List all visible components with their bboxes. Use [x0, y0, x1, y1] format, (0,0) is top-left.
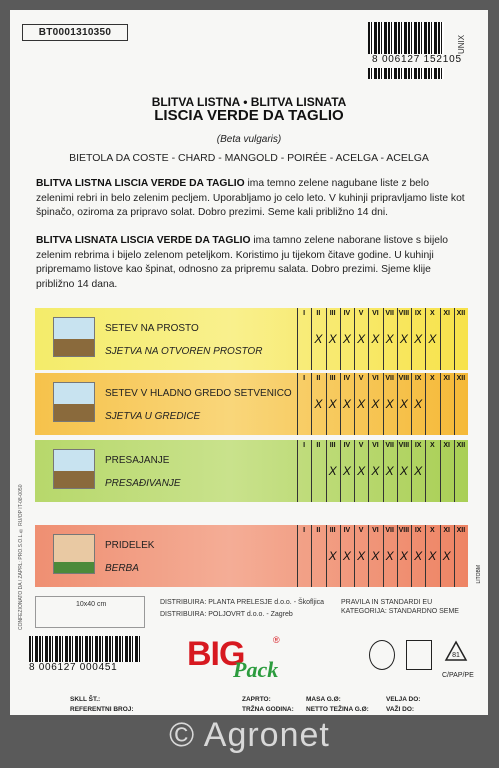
month-label: IV [343, 310, 351, 317]
recycle-icon [444, 640, 468, 670]
month-column [454, 373, 468, 435]
description-slovenian-text: ima temno zelene nagubane liste z belo zelenimi rebri in belo zelenim pecljem. Uporabljamo jo celo leto. V kuhinji pripravljamo liste kot špinačo, oziroma za pripravo solat. Dobro prezimi. Seme kali približno 14 dni. [36, 178, 465, 219]
month-column [440, 440, 454, 502]
month-mark: X [357, 332, 366, 346]
month-column [297, 440, 311, 502]
month-label: X [430, 375, 435, 382]
month-mark: X [414, 332, 423, 346]
month-label: VI [372, 310, 379, 317]
month-grid [297, 440, 468, 502]
month-label: XII [456, 310, 466, 317]
month-label: III [329, 442, 336, 449]
footer-ref: REFERENTNI BROJ: [70, 706, 134, 713]
unix-label: UNIX [457, 34, 466, 54]
month-mark: X [414, 549, 423, 563]
footer-vazi: VAŽI DO: [386, 706, 415, 713]
watermark: © Agronet [169, 716, 330, 754]
month-grid [297, 373, 468, 435]
month-label: IX [414, 375, 422, 382]
month-label: IX [414, 442, 422, 449]
month-column [440, 373, 454, 435]
top-barcode [368, 22, 444, 79]
distributor-si: DISTRIBUIRA: PLANTA PRELESJE d.o.o. - Škofljica [160, 599, 325, 606]
month-label: VI [372, 442, 379, 449]
latin-name: (Beta vulgaris) [216, 134, 282, 145]
month-label: V [358, 375, 364, 382]
month-column [297, 308, 311, 370]
month-label: VIII [398, 310, 410, 317]
month-label: XI [443, 442, 450, 449]
month-mark: X [342, 332, 351, 346]
month-label: VIII [398, 375, 410, 382]
month-label: IV [343, 527, 351, 534]
month-label: II [316, 310, 321, 317]
month-label: VII [385, 375, 394, 382]
month-label: X [430, 310, 435, 317]
footer-zaprto: ZAPRTO: [242, 696, 271, 703]
calendar-label-hr: SJETVA NA OTVOREN PROSTOR [105, 346, 263, 357]
month-mark: X [357, 464, 366, 478]
description-slovenian-bold: BLITVA LISTNA LISCIA VERDE DA TAGLIO [36, 178, 245, 189]
month-mark: X [428, 549, 437, 563]
month-mark: X [442, 549, 451, 563]
recycle-code: C/PAP/PE [442, 672, 474, 679]
bigpack-logo [187, 635, 297, 685]
month-mark: X [385, 464, 394, 478]
month-column [297, 525, 311, 587]
vegetables-icon [53, 534, 95, 574]
calendar-row-sowing [35, 308, 468, 370]
month-column [454, 525, 468, 587]
spacing-label: 10x40 cm [76, 601, 107, 608]
month-label: XII [456, 442, 466, 449]
month-mark: X [357, 397, 366, 411]
month-label: II [316, 527, 321, 534]
month-column [425, 373, 439, 435]
month-column [311, 525, 325, 587]
month-label: VIII [398, 527, 410, 534]
description-slovenian [36, 177, 468, 221]
month-label: VII [385, 442, 394, 449]
footer-netto: NETTO TEŽINA G.Ø: [306, 706, 369, 713]
month-column [297, 373, 311, 435]
month-label: III [329, 527, 336, 534]
calendar-row-harvest [35, 525, 468, 587]
month-label: VIII [398, 442, 410, 449]
rules-line-1: PRAVILA IN STANDARDI EU [341, 599, 433, 606]
month-mark: X [342, 397, 351, 411]
sowing-icon [53, 317, 95, 357]
month-label: IV [343, 375, 351, 382]
calendar-row-coldframe [35, 373, 468, 435]
month-label: VII [385, 527, 394, 534]
month-label: I [303, 375, 306, 382]
calendar-label-si: PRIDELEK [105, 540, 155, 551]
month-mark: X [385, 549, 394, 563]
logo-big-text: BIG [187, 635, 245, 673]
month-mark: X [371, 549, 380, 563]
month-mark: X [328, 397, 337, 411]
calendar-label-hr: BERBA [105, 563, 139, 574]
lito-label: LITOBM [476, 565, 482, 584]
month-mark: X [428, 332, 437, 346]
month-mark: X [371, 332, 380, 346]
month-label: II [316, 442, 321, 449]
month-label: VI [372, 375, 379, 382]
month-label: X [430, 442, 435, 449]
calendar-label-si: PRESAJANJE [105, 455, 170, 466]
description-croatian [36, 234, 468, 293]
green-dot-icon [369, 640, 395, 670]
month-mark: X [414, 464, 423, 478]
logo-pack-text: Pack [233, 657, 279, 682]
footer-skll: SKLL ŠT.: [70, 696, 101, 703]
month-mark: X [314, 332, 323, 346]
month-label: XI [443, 310, 450, 317]
month-label: XI [443, 375, 450, 382]
month-mark: X [399, 397, 408, 411]
other-names: BIETOLA DA COSTE - CHARD - MANGOLD - POIRÉE - ACELGA - ACELGA [69, 152, 429, 164]
month-mark: X [314, 397, 323, 411]
seedling-icon [53, 449, 95, 489]
month-mark: X [371, 464, 380, 478]
month-mark: X [385, 332, 394, 346]
month-label: I [303, 310, 306, 317]
month-label: XII [456, 527, 466, 534]
footer-masa: MASA G.Ø: [306, 696, 341, 703]
description-croatian-bold: BLITVA LISNATA LISCIA VERDE DA TAGLIO [36, 235, 251, 246]
recycle-number: 81 [452, 652, 460, 659]
calendar-label-hr: PRESAĐIVANJE [105, 478, 181, 489]
month-grid [297, 308, 468, 370]
calendar-label-hr: SJETVA U GREDICE [105, 411, 201, 422]
month-grid [297, 525, 468, 587]
month-mark: X [357, 549, 366, 563]
month-label: II [316, 375, 321, 382]
month-mark: X [328, 464, 337, 478]
month-mark: X [342, 549, 351, 563]
month-mark: X [414, 397, 423, 411]
month-label: X [430, 527, 435, 534]
logo-registered: ® [273, 635, 280, 645]
month-mark: X [399, 464, 408, 478]
seed-packet [10, 10, 488, 715]
description-croatian-text: ima tamno zelene naborane listove s bijelo zelenim rebrima i bijelo zelenom peteljkom. Koristimo ju tijekom čitave godine. U kuhinji pripremamo listove kao špinat, odnosno za pripremu salata. Dobro prezimi. Sjeme klije približno 14 dana. [36, 235, 448, 291]
month-mark: X [342, 464, 351, 478]
vertical-packer-text: CONFEZIONATO DA / ZAPRL: PRO.S.O.L.® RU/OP IT-08-0050 [18, 484, 24, 630]
month-label: V [358, 442, 364, 449]
rules-line-2: KATEGORIJA: STANDARDNO SEME [341, 608, 459, 615]
month-column [454, 440, 468, 502]
calendar-label-si: SETEV V HLADNO GREDO SETVENICO [105, 388, 292, 399]
footer-velja: VELJA DO: [386, 696, 421, 703]
product-code: BT0001310350 [22, 24, 128, 41]
coldframe-icon [53, 382, 95, 422]
month-mark: X [371, 397, 380, 411]
month-label: III [329, 375, 336, 382]
month-mark: X [385, 397, 394, 411]
month-label: V [358, 527, 364, 534]
spacing-box [35, 596, 145, 628]
calendar-label-si: SETEV NA PROSTO [105, 323, 199, 334]
month-column [425, 440, 439, 502]
month-mark: X [399, 549, 408, 563]
month-label: VII [385, 310, 394, 317]
title-line-1: BLITVA LISTNA • BLITVA LISNATA [151, 95, 347, 109]
month-label: I [303, 527, 306, 534]
month-mark: X [399, 332, 408, 346]
month-label: XI [443, 527, 450, 534]
month-label: IV [343, 442, 351, 449]
distributor-hr: DISTRIBUIRA: POLJOVRT d.o.o. - Zagreb [160, 611, 293, 618]
month-column [311, 440, 325, 502]
month-label: IX [414, 310, 422, 317]
month-label: VI [372, 527, 379, 534]
title-line-2: LISCIA VERDE DA TAGLIO [154, 107, 344, 124]
month-mark: X [328, 332, 337, 346]
month-mark: X [328, 549, 337, 563]
footer-trzna: TRŽNA GODINA: [242, 706, 294, 713]
top-barcode-number: 8 006127 152105 [368, 54, 478, 68]
trash-bin-icon [406, 640, 432, 670]
month-label: I [303, 442, 306, 449]
month-column [440, 308, 454, 370]
month-label: XII [456, 375, 466, 382]
calendar-row-transplant [35, 440, 468, 502]
month-label: III [329, 310, 336, 317]
month-column [454, 308, 468, 370]
month-label: IX [414, 527, 422, 534]
bottom-barcode-number: 8 006127 000451 [29, 662, 140, 673]
month-label: V [358, 310, 364, 317]
